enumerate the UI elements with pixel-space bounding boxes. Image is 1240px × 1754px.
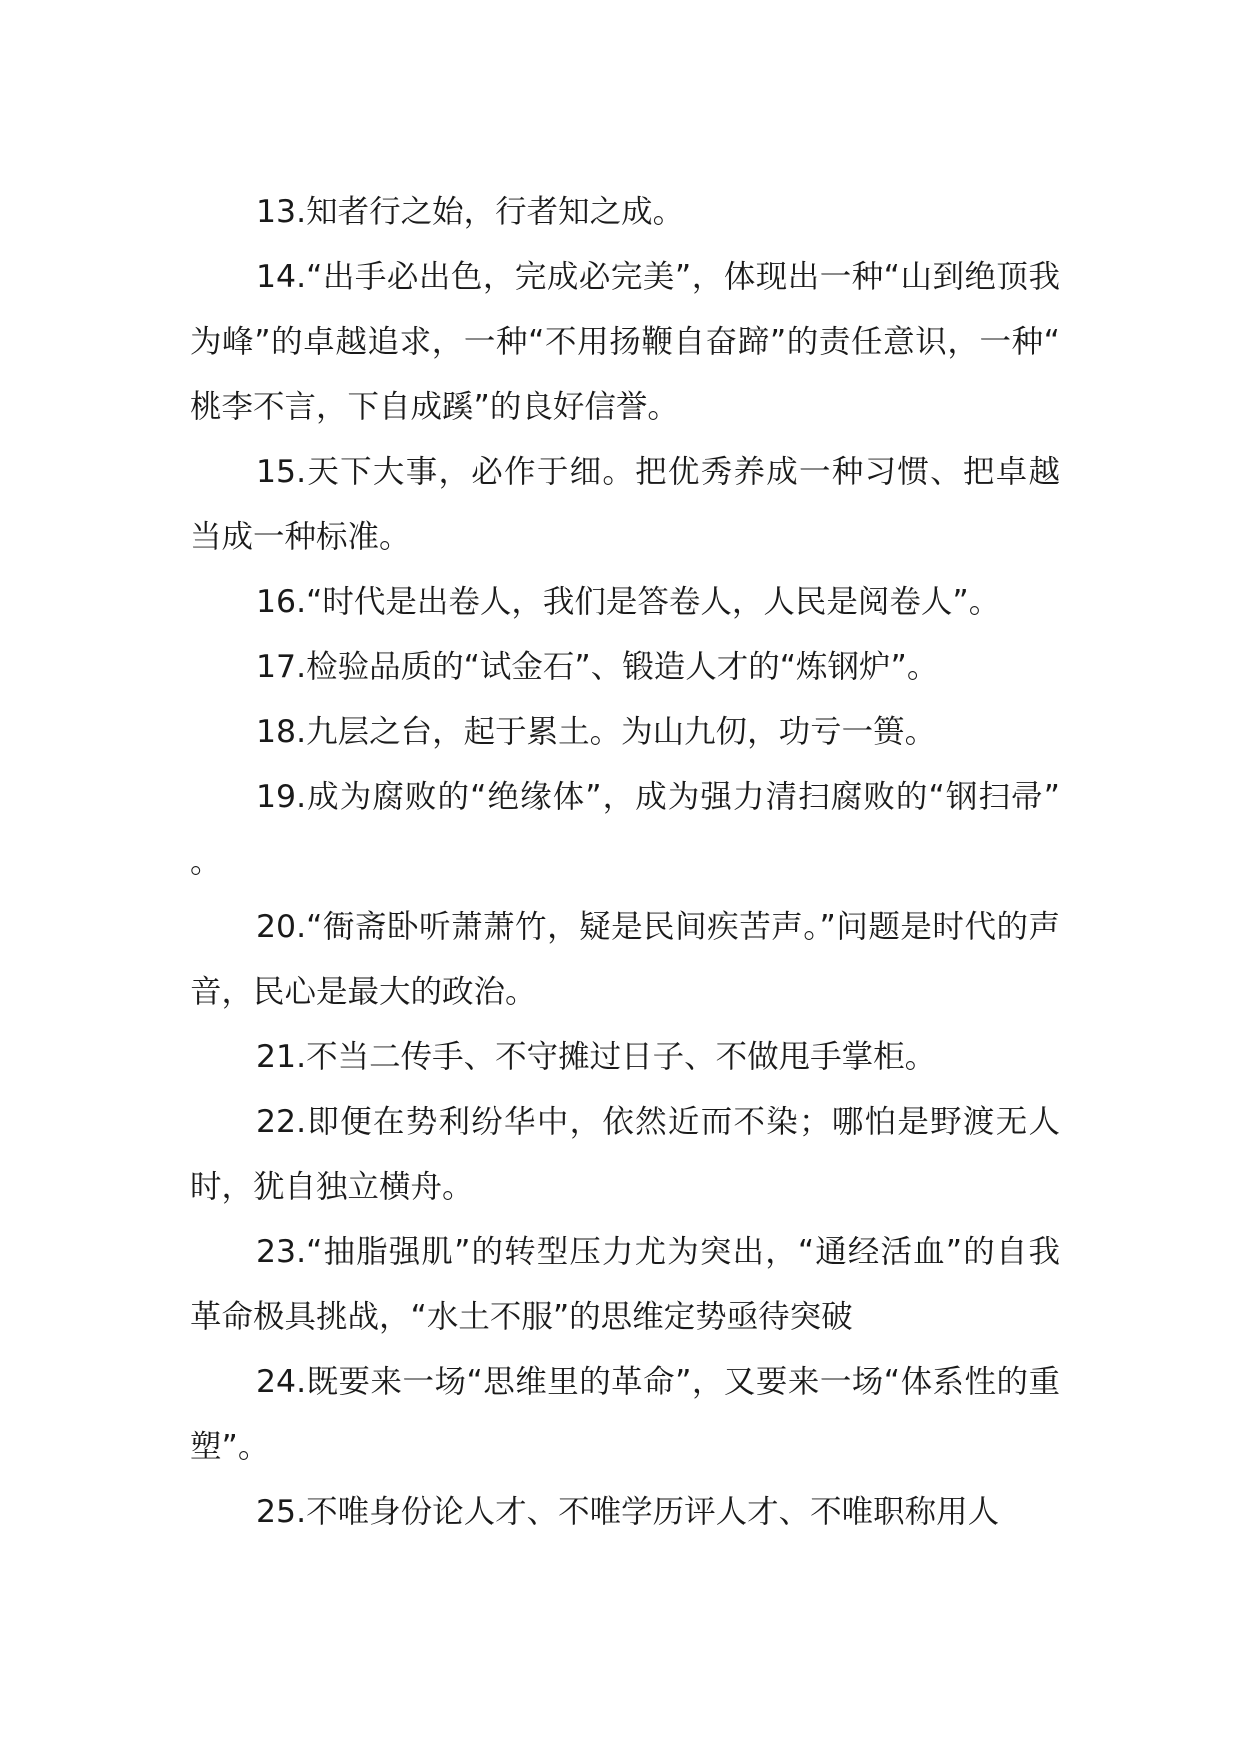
paragraph-24: 24.既要来一场“思维里的革命”，又要来一场“体系性的重塑”。 [190,1364,1060,1465]
paragraph-22: 22.即便在势利纷华中，依然近而不染；哪怕是野渡无人时，犹自独立横舟。 [190,1104,1060,1205]
paragraph-13: 13.知者行之始，行者知之成。 [256,194,685,230]
paragraph-20: 20.“衙斋卧听萧萧竹，疑是民间疾苦声。”问题是时代的声音，民心是最大的政治。 [190,909,1060,1010]
paragraph-21: 21.不当二传手、不守摊过日子、不做甩手掌柜。 [256,1039,937,1075]
paragraph-17: 17.检验品质的“试金石”、锻造人才的“炼钢炉”。 [256,649,939,685]
paragraph-14: 14.“出手必出色，完成必完美”，体现出一种“山到绝顶我为峰”的卓越追求，一种“不用扬鞭自奋蹄”的责任意识，一种“桃李不言，下自成蹊”的良好信誉。 [190,259,1060,425]
paragraph-19: 19.成为腐败的“绝缘体”，成为强力清扫腐败的“钢扫帚”。 [190,779,1060,880]
paragraph-18: 18.九层之台，起于累土。为山九仞，功亏一篑。 [256,714,937,750]
paragraph-16: 16.“时代是出卷人，我们是答卷人，人民是阅卷人”。 [256,584,1001,620]
paragraph-23: 23.“抽脂强肌”的转型压力尤为突出，“通经活血”的自我革命极具挑战，“水土不服”的思维定势亟待突破 [190,1234,1060,1335]
paragraph-25: 25.不唯身份论人才、不唯学历评人才、不唯职称用人 [256,1494,1000,1530]
paragraph-15: 15.天下大事，必作于细。把优秀养成一种习惯、把卓越当成一种标准。 [190,454,1060,555]
document-body [190,180,1060,1545]
